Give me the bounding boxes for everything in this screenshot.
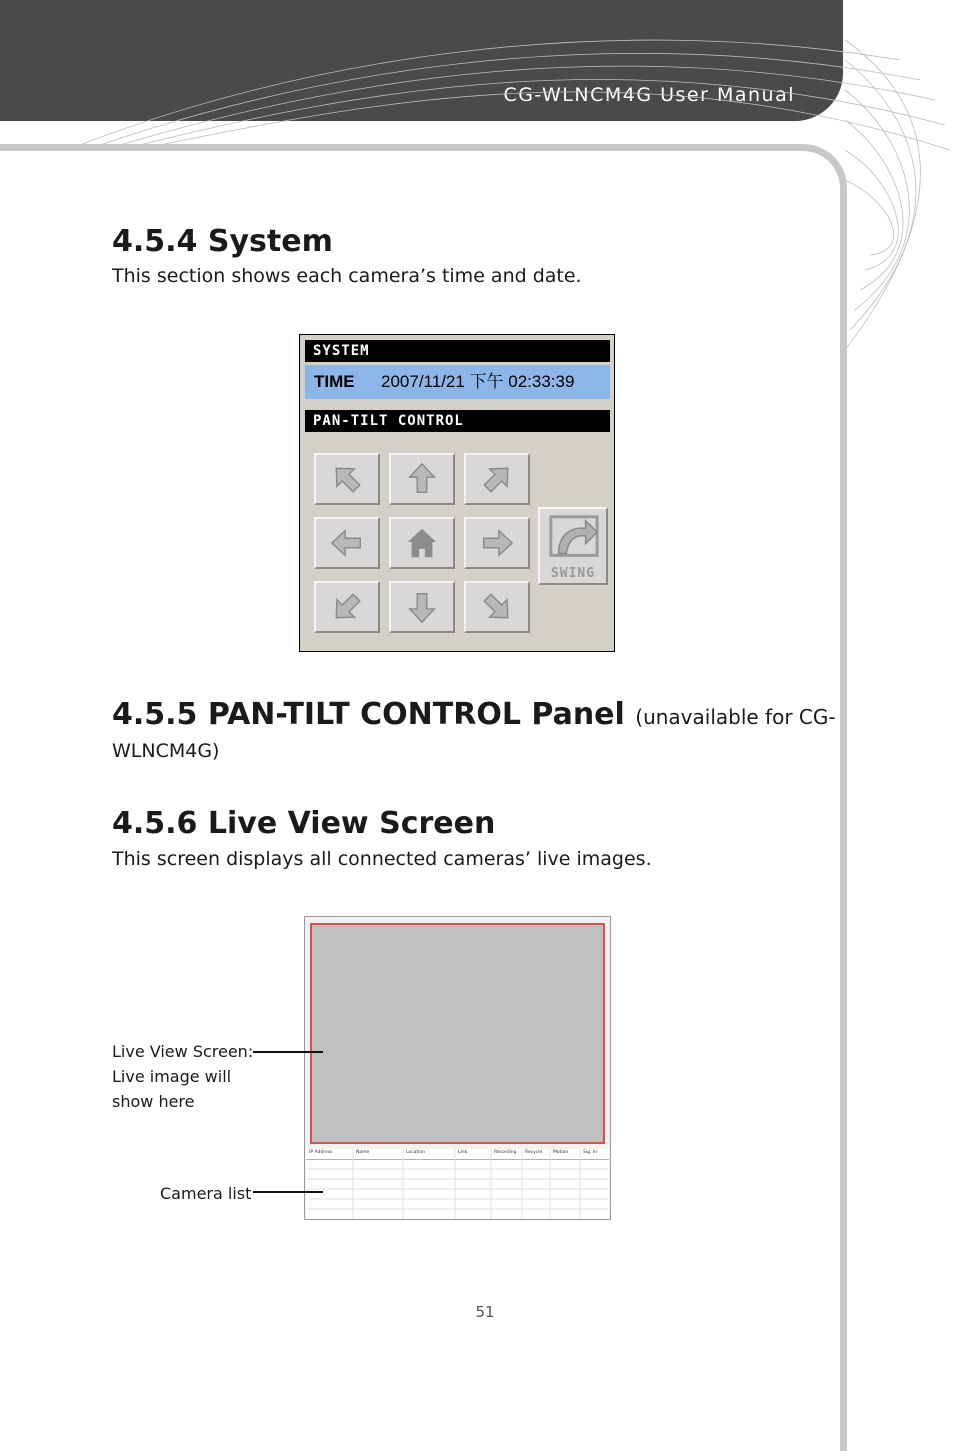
arrow-down-left-icon [328, 588, 366, 626]
page-number: 51 [475, 1303, 495, 1321]
camera-list-column: Sig. In [583, 1150, 598, 1155]
camera-list-column: IP Address [309, 1150, 333, 1155]
pan-up-button[interactable] [389, 453, 455, 505]
camera-list-column: Recording [494, 1150, 517, 1155]
pan-tilt-title-bar: PAN-TILT CONTROL [305, 410, 610, 432]
arrow-down-icon [403, 588, 441, 626]
pan-up-right-button[interactable] [464, 453, 530, 505]
pan-tilt-heading-text: 4.5.5 PAN-TILT CONTROL Panel [112, 697, 625, 732]
camera-list-column: Link [458, 1150, 468, 1155]
home-icon [403, 524, 441, 562]
pan-down-left-button[interactable] [314, 581, 380, 633]
pan-up-left-button[interactable] [314, 453, 380, 505]
camera-list-column: Motion [553, 1150, 569, 1155]
arrow-up-icon [403, 460, 441, 498]
swing-icon [544, 511, 604, 565]
live-view-callout [112, 1039, 253, 1114]
callout-line: Live image will [112, 1067, 232, 1086]
arrow-up-right-icon [478, 460, 516, 498]
pan-left-button[interactable] [314, 517, 380, 569]
system-panel-screenshot [299, 334, 615, 652]
pan-tilt-note-line2: WLNCM4G) [112, 740, 220, 762]
camera-list[interactable] [306, 1149, 609, 1219]
pan-down-right-button[interactable] [464, 581, 530, 633]
time-row [305, 365, 610, 399]
section-heading-pan-tilt [112, 697, 836, 732]
arrow-up-left-icon [328, 460, 366, 498]
manual-title: CG-WLNCM4G User Manual [503, 84, 795, 106]
arrow-right-icon [478, 524, 516, 562]
time-value: 2007/11/21 下午 02:33:39 [381, 372, 575, 391]
live-view-callout-leader [253, 1051, 323, 1053]
arrow-down-right-icon [478, 588, 516, 626]
camera-list-column: Name [356, 1150, 370, 1155]
time-label: TIME [314, 372, 355, 391]
section-heading-system: 4.5.4 System [112, 224, 333, 259]
pan-right-button[interactable] [464, 517, 530, 569]
swing-button[interactable] [538, 507, 608, 585]
section-text-system: This section shows each camera’s time and date. [112, 265, 582, 287]
callout-line: Live View Screen: [112, 1042, 254, 1061]
camera-list-grid [306, 1149, 609, 1219]
section-text-live-view: This screen displays all connected cameras’ live images. [112, 848, 652, 870]
camera-list-callout-leader [253, 1191, 323, 1193]
live-view-screenshot [304, 916, 611, 1220]
arrow-left-icon [328, 524, 366, 562]
camera-list-column: Recycle [525, 1150, 543, 1155]
camera-list-column: Location [406, 1150, 426, 1155]
callout-line: show here [112, 1092, 195, 1111]
pan-tilt-note-line1: (unavailable for CG- [635, 705, 836, 729]
swing-label: SWING [550, 566, 596, 581]
pan-down-button[interactable] [389, 581, 455, 633]
pan-home-button[interactable] [389, 517, 455, 569]
camera-list-callout: Camera list [160, 1184, 252, 1203]
section-heading-live-view: 4.5.6 Live View Screen [112, 806, 496, 841]
live-view-screen[interactable] [310, 923, 605, 1144]
system-title-bar: SYSTEM [305, 340, 610, 362]
